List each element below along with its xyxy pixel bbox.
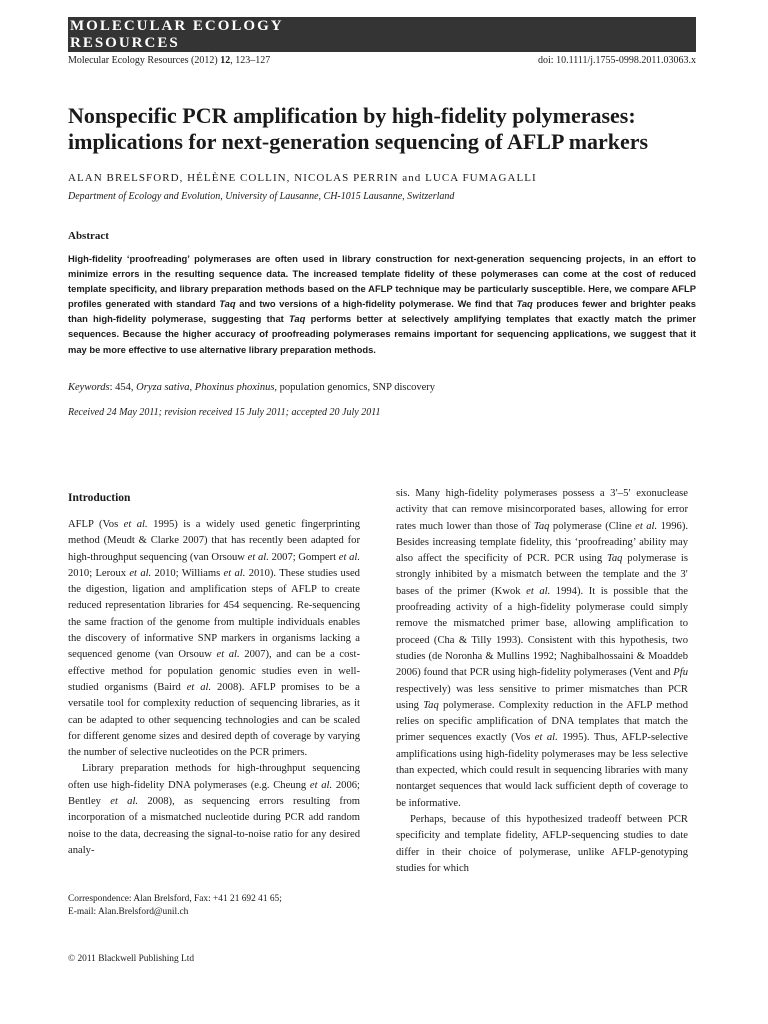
paragraph: AFLP (Vos et al. 1995) is a widely used genetic fingerprinting method (Meudt & Clarke 2007) that has recently been adapted for high-throughput sequencing (van Orsouw et al. 2007; Gompert et al. 2010; Leroux et al. 2010; Williams et al. 2010). These studies used the digestion, ligation and amplification steps of AFLP to create reduced representation libraries for 454 sequencing. Re-sequencing the same fraction of the genome from multiple individuals enables the discovery of informative SNP markers in organisms lacking a sequenced genome (van Orsouw et al. 2007), and can be a cost-effective method for population genomic studies even in well-studied organisms (Baird et al. 2008). AFLP promises to be a versatile tool for complexity reduction of sequencing libraries, as it can be adapted to other sequencing technologies and can be scaled for different genome sizes and desired depth of coverage by varying the number of selective nucleotides on the PCR primers.: [68, 519, 361, 759]
journal-citation: Molecular Ecology Resources (2012) 12, 123–127: [68, 55, 271, 66]
keywords: Keywords: 454, Oryza sativa, Phoxinus phoxinus, population genomics, SNP discovery: [68, 382, 436, 393]
section-heading-introduction: Introduction: [68, 492, 131, 504]
volume-number: 12: [220, 55, 231, 66]
abstract-body: High-fidelity ‘proofreading’ polymerases are often used in library construction for next-generation sequencing projects, in an effort to minimize errors in the resulting sequence data. The increased template fidelity of these polymerases can come at the cost of reduced template specificity, and library preparation methods based on the AFLP technique may be particularly susceptible. Here, we compare AFLP profiles generated with standard Taq and two versions of a high-fidelity polymerase. We find that Taq produces fewer and brighter peaks than high-fidelity polymerase, suggesting that Taq performs better at selectively amplifying templates that exactly match the primer sequences. Because the higher accuracy of proofreading polymerases remains important for sequencing applications, we suggest that it may be more effective to use alternative library preparation methods.: [68, 253, 696, 355]
copyright: © 2011 Blackwell Publishing Ltd: [68, 954, 195, 964]
doi[interactable]: doi: 10.1111/j.1755-0998.2011.03063.x: [538, 55, 696, 66]
abstract-heading: Abstract: [68, 230, 109, 242]
body-column-right: [396, 486, 688, 877]
authors: ALAN BRELSFORD, HÉLÈNE COLLIN, NICOLAS PERRIN and LUCA FUMAGALLI: [68, 172, 537, 184]
journal-name-line2: RESOURCES: [70, 35, 180, 51]
journal-banner: [68, 17, 696, 52]
paragraph: sis. Many high-fidelity polymerases possess a 3′–5′ exonuclease activity that can remove misincorporated bases, allowing for error rates much lower than those of Taq polymerase (Cline et al. 1996). Besides increasing template fidelity, this ‘proofreading’ ability may also affect the specificity of PCR. PCR using Taq polymerase is strongly inhibited by a mismatch between the template and the 3′ bases of the primer (Kwok et al. 1994). It is possible that the proofreading activity of a high-fidelity polymerase could simply remove the mismatched primer base, allowing amplification to proceed (Cha & Tilly 1993). Consistent with this hypothesis, two studies (de Noronha & Mullins 1992; Naghibalhossaini & Moaddeb 2006) found that PCR using high-fidelity polymerases (Vent and Pfu respectively) was less sensitive to primer mismatches than PCR using Taq polymerase. Complexity reduction in the AFLP method relies on specific amplification of DNA templates that match the primer sequences exactly (Vos et al. 1995). Thus, AFLP-selective amplifications using high-fidelity polymerases may be less selective than expected, which could result in sequencing libraries with many nontarget sequences that would lack sufficient depth of coverage to be informative.: [396, 488, 689, 809]
paragraph: Perhaps, because of this hypothesized tradeoff between PCR specificity and template fidelity, AFLP-sequencing studies to date differ in their choice of polymerase, unlike AFLP-genotyping studies for which: [396, 813, 688, 874]
body-column-left: [68, 517, 360, 859]
received-dates: Received 24 May 2011; revision received 15 July 2011; accepted 20 July 2011: [68, 407, 381, 418]
correspondence: Correspondence: Alan Brelsford, Fax: +41 21 692 41 65; E-mail: Alan.Brelsford@unil.ch: [68, 894, 282, 917]
correspondence-email[interactable]: E-mail: Alan.Brelsford@unil.ch: [68, 907, 189, 917]
affiliation: Department of Ecology and Evolution, University of Lausanne, CH-1015 Lausanne, Switzerland: [68, 191, 455, 202]
journal-name-line1: MOLECULAR ECOLOGY: [70, 18, 284, 34]
paragraph: Library preparation methods for high-throughput sequencing often use high-fidelity DNA polymerases (e.g. Cheung et al. 2006; Bentley et al. 2008), as sequencing errors resulting from incorporation of a mismatched nucleotide during PCR add random noise to the data, decreasing the signal-to-noise ratio for any desired analy-: [68, 763, 361, 856]
article-title: Nonspecific PCR amplification by high-fidelity polymerases: implications for next-generation sequencing of AFLP markers: [68, 103, 649, 154]
